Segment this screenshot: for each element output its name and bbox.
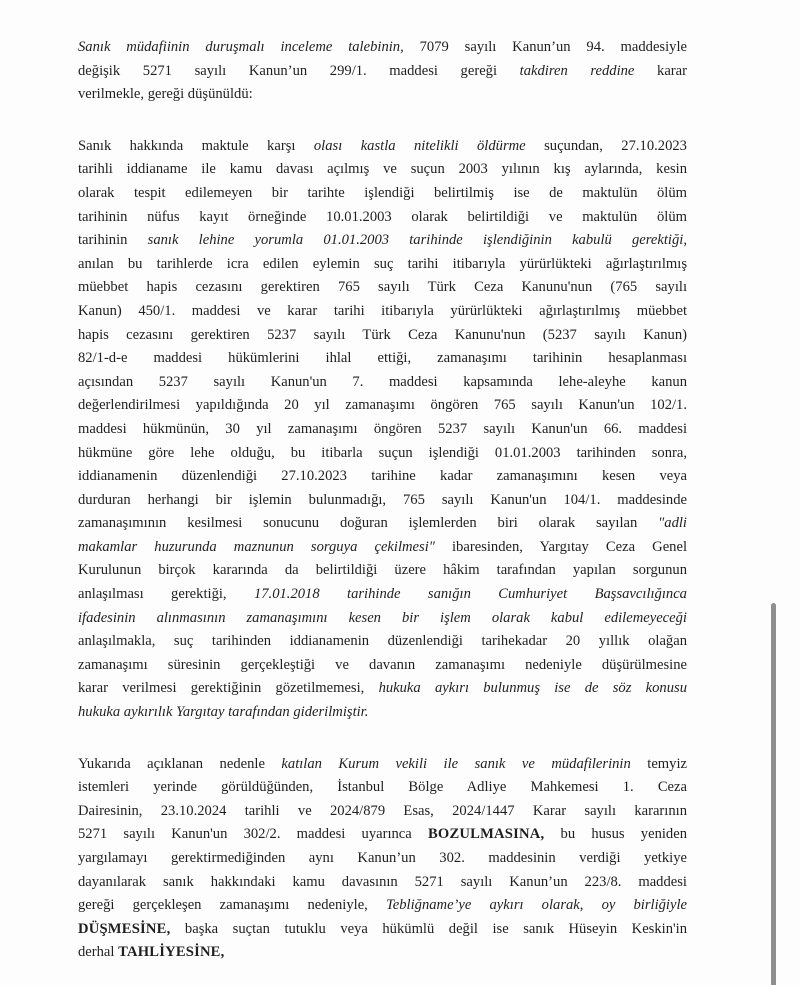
text-line <box>78 630 687 654</box>
text-line <box>78 60 687 84</box>
text-run: 82/1-d-e maddesi hükümlerini ihlal ettiği, zamanaşımı tarihinin hesaplanması <box>78 350 687 367</box>
text-line <box>78 800 687 824</box>
text-line <box>78 324 687 348</box>
text-run: durduran herhangi bir işlemin bulunmadığı, 765 sayılı Kanun'un 104/1. maddesinde <box>78 491 687 508</box>
text-run: takdiren reddine <box>519 62 635 79</box>
text-run: verilmekle, gereği düşünüldü: <box>78 86 253 103</box>
text-run: tarihinin nüfus kayıt örneğinde 10.01.2003 olarak belirtildiği ve maktulün ölüm <box>78 208 687 225</box>
text-line <box>78 823 687 847</box>
text-run: müebbet hapis cezasını gerektiren 765 sayılı Türk Ceza Kanunu'nun (765 sayılı <box>78 279 687 296</box>
text-line <box>78 512 687 536</box>
text-line <box>78 158 687 182</box>
text-run: katılan Kurum vekili ile sanık ve müdafilerinin <box>281 755 631 772</box>
text-run: yargılamayı gerektirmediğinden aynı Kanun’un 302. maddesinin verdiği yetkiye <box>78 850 687 866</box>
text-run: Dairesinin, 23.10.2024 tarihli ve 2024/879 Esas, 2024/1447 Karar sayılı kararının <box>78 802 687 819</box>
text-line <box>78 394 687 418</box>
text-line <box>78 276 687 300</box>
text-line <box>78 583 687 607</box>
text-line <box>78 182 687 206</box>
text-run: karar verilmesi gerektiğinin gözetilmemesi, <box>78 680 379 697</box>
text-run: maddesi hükmünün, 30 yıl zamanaşımı öngören 5237 sayılı Kanun'un 66. maddesi <box>78 420 687 437</box>
text-run: sanık lehine yorumla 01.01.2003 tarihinde işlendiğinin kabulü gerektiği, <box>147 232 687 249</box>
text-run: zamanaşımının kesilmesi sonucunu doğuran işlemlerden biri olarak sayılan <box>78 515 659 532</box>
text-line <box>78 871 687 895</box>
text-line <box>78 371 687 395</box>
text-line <box>78 654 687 678</box>
paragraph <box>78 753 687 965</box>
text-run: olası kastla nitelikli öldürme <box>313 137 526 154</box>
text-line <box>78 776 687 800</box>
text-run: hukuka aykırı bulunmuş ise de söz konusu <box>378 680 687 697</box>
text-line <box>78 206 687 230</box>
text-run: hapis cezasını gerektiren 5237 sayılı Türk Ceza Kanunu'nun (5237 sayılı Kanun) <box>78 326 687 343</box>
text-run: 7079 sayılı Kanun’un 94. maddesiyle <box>403 39 687 55</box>
text-run: suçundan, 27.10.2023 <box>525 137 687 154</box>
text-line <box>78 135 687 159</box>
text-run: gereği gerçekleşen zamanaşımı nedeniyle, <box>78 897 386 914</box>
text-run: Kanun) 450/1. maddesi ve karar tarihi itibarıyla yürürlükteki ağırlaştırılmış müebbet <box>78 302 687 319</box>
text-run: tarihinin <box>78 232 148 249</box>
text-run: değişik 5271 sayılı Kanun’un 299/1. maddesi gereği <box>78 62 520 79</box>
text-line <box>78 253 687 277</box>
text-line <box>78 489 687 513</box>
text-line <box>78 442 687 466</box>
text-run: ifadesinin alınmasının zamanaşımını kesen bir işlem olarak kabul edilemeyeceği <box>78 609 687 626</box>
text-run: iddianamenin düzenlendiği 27.10.2023 tarihine kadar zamanaşımını kesen veya <box>78 468 687 485</box>
text-run: Sanık hakkında maktule karşı <box>78 137 314 154</box>
text-run: Yukarıda açıklanan nedenle <box>78 755 282 772</box>
text-run: hükmüne göre lehe olduğu, bu itibarla suçun işlendiği 01.01.2003 tarihinden sonra, <box>78 444 687 461</box>
text-run: karar <box>634 62 687 79</box>
text-line <box>78 36 687 60</box>
text-run: olarak tespit edilemeyen bir tarihte işlendiği belirtilmiş ise de maktulün ölüm <box>78 184 687 201</box>
text-run: 5271 sayılı Kanun'un 302/2. maddesi uyarınca <box>78 826 428 843</box>
text-run: bu husus yeniden <box>544 826 687 843</box>
text-line <box>78 847 687 871</box>
text-run: değerlendirilmesi yapıldığında 20 yıl zamanaşımı öngören 765 sayılı Kanun'un 102/1. <box>78 397 687 414</box>
text-run: DÜŞMESİNE, <box>78 920 171 937</box>
text-run: zamanaşımı süresinin gerçekleştiği ve davanın zamanaşımı nedeniyle düşürülmesine <box>78 656 687 673</box>
text-line <box>78 677 687 701</box>
text-line <box>78 465 687 489</box>
text-run: temyiz <box>630 755 687 772</box>
text-line <box>78 894 687 918</box>
text-run: ibaresinden, Yargıtay Ceza Genel <box>434 538 687 555</box>
text-run: açısından 5237 sayılı Kanun'un 7. maddesi kapsamında lehe-aleyhe kanun <box>78 373 687 390</box>
text-line <box>78 753 687 777</box>
text-run: tarihli iddianame ile kamu davası açılmış ve suçun 2003 yılının kış aylarında, kesin <box>78 161 687 178</box>
scrollbar-thumb[interactable] <box>771 603 776 985</box>
text-run: "adli <box>658 515 687 532</box>
text-run: derhal <box>78 944 119 961</box>
text-line <box>78 941 687 965</box>
text-run: Tebliğname’ye aykırı olarak, oy birliğiyle <box>385 897 687 914</box>
text-run: anılan bu tarihlerde icra edilen eylemin suç tarihi itibarıyla yürürlükteki ağırlaştırılmış <box>78 255 687 272</box>
text-line <box>78 559 687 583</box>
text-run: BOZULMASINA, <box>427 826 545 843</box>
text-line <box>78 701 687 725</box>
text-line <box>78 536 687 560</box>
document-text <box>78 36 687 985</box>
paragraph <box>78 135 687 725</box>
text-run: Sanık müdafiinin duruşmalı inceleme talebinin, <box>78 39 404 55</box>
text-run: dayanılarak sanık hakkındaki kamu davasının 5271 sayılı Kanun’un 223/8. maddesi <box>78 873 687 890</box>
text-run: Kurulunun birçok kararında da belirtildiği üzere hâkim tarafından yapılan sorgunun <box>78 562 687 579</box>
text-run: makamlar huzurunda maznunun sorguya çekilmesi" <box>78 538 435 555</box>
text-line <box>78 418 687 442</box>
text-run: 17.01.2018 tarihinde sanığın Cumhuriyet Başsavcılığınca <box>253 586 687 603</box>
text-line <box>78 347 687 371</box>
text-line <box>78 607 687 631</box>
text-run: istemleri yerinde görüldüğünden, İstanbul Bölge Adliye Mahkemesi 1. Ceza <box>78 779 687 796</box>
text-line <box>78 83 687 107</box>
text-run: başka suçtan tutuklu veya hükümlü değil ise sanık Hüseyin Keskin'in <box>170 920 687 937</box>
text-run: anlaşılması gerektiği, <box>78 586 254 603</box>
text-line <box>78 918 687 942</box>
text-run: anlaşılmakla, suç tarihinden iddianamenin düzenlendiği tarihekadar 20 yıllık olağan <box>78 633 687 650</box>
paragraph <box>78 36 687 107</box>
text-run: TAHLİYESİNE, <box>118 944 225 961</box>
text-run: hukuka aykırılık Yargıtay tarafından giderilmiştir. <box>78 704 369 721</box>
text-line <box>78 229 687 253</box>
text-line <box>78 300 687 324</box>
